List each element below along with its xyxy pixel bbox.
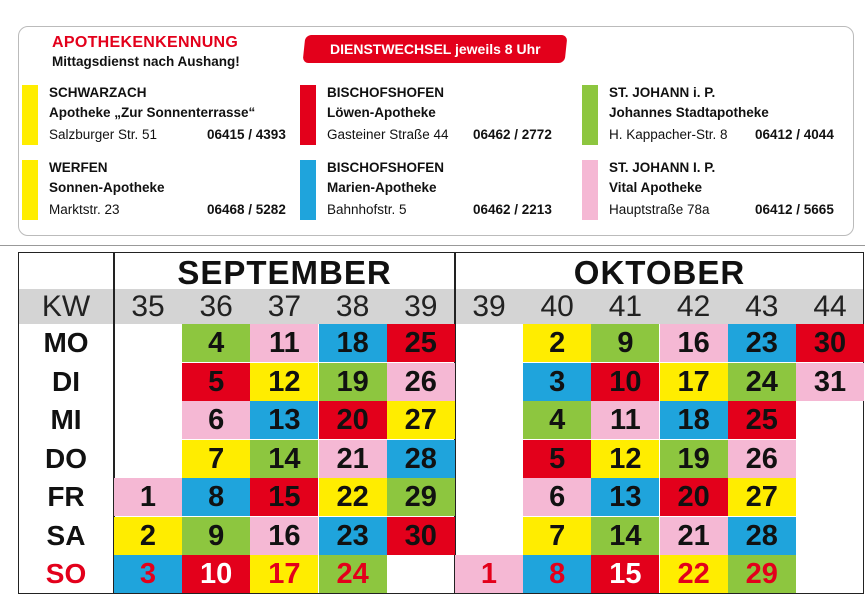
month-september: SEPTEMBER [177,254,392,291]
pharmacy-name: Johannes Stadtapotheke [609,105,769,120]
duty-day-cell: 10 [182,555,250,593]
pharmacy-phone: 06462 / 2772 [473,127,552,142]
duty-day-cell: 18 [319,324,387,362]
color-swatch [582,85,598,145]
kw-label: KW [41,290,91,323]
duty-day-cell: 11 [250,324,318,362]
duty-day-cell: 15 [250,478,318,516]
pharmacy-entry [582,85,832,151]
duty-day-cell: 13 [250,401,318,439]
duty-day-cell: 25 [387,324,455,362]
pharmacy-address: Bahnhofstr. 5 [327,202,407,217]
duty-day-cell: 22 [660,555,728,593]
pharmacy-address: H. Kappacher-Str. 8 [609,127,728,142]
shift-change-banner: DIENSTWECHSEL jeweils 8 Uhr [303,35,568,63]
pharmacy-address: Hauptstraße 78a [609,202,710,217]
duty-day-cell: 19 [660,440,728,478]
duty-day-cell: 26 [387,363,455,401]
duty-day-cell: 17 [660,363,728,401]
duty-day-cell: 12 [250,363,318,401]
pharmacy-name: Marien-Apotheke [327,180,437,195]
duty-calendar [18,252,864,594]
week-number: 41 [608,290,643,323]
duty-day-cell: 19 [319,363,387,401]
week-number: 40 [540,290,574,323]
duty-day-cell: 27 [387,401,455,439]
duty-day-cell: 21 [319,440,387,478]
week-number: 35 [131,290,165,323]
duty-day-cell: 30 [387,517,455,555]
duty-day-cell: 22 [319,478,387,516]
duty-day-cell: 11 [591,401,659,439]
duty-day-cell: 9 [182,517,250,555]
duty-day-cell: 29 [728,555,796,593]
pharmacy-name: Löwen-Apotheke [327,105,436,120]
duty-day-cell: 4 [523,401,591,439]
duty-day-cell: 14 [250,440,318,478]
duty-day-cell: 16 [660,324,728,362]
color-swatch [582,160,598,220]
duty-day-cell: 17 [250,555,318,593]
duty-day-cell: 9 [591,324,659,362]
pharmacy-entry [22,85,286,151]
duty-day-cell: 28 [728,517,796,555]
weekday-label: DI [52,365,80,397]
pharmacy-address: Marktstr. 23 [49,202,120,217]
week-number: 37 [267,290,302,323]
duty-day-cell: 3 [523,363,591,401]
duty-day-cell: 13 [591,478,659,516]
duty-day-cell: 30 [796,324,864,362]
week-number: 36 [199,290,233,323]
duty-day-cell: 31 [796,363,864,401]
duty-day-cell: 21 [660,517,728,555]
pharmacy-address: Gasteiner Straße 44 [327,127,449,142]
week-number: 39 [404,290,438,323]
duty-day-cell: 1 [114,478,182,516]
duty-day-cell: 24 [728,363,796,401]
pharmacy-address: Salzburger Str. 51 [49,127,158,142]
pharmacy-phone: 06468 / 5282 [207,202,286,217]
duty-day-cell: 3 [114,555,182,593]
week-number: 44 [813,290,847,323]
legend-title: APOTHEKENKENNUNG [52,34,239,51]
color-swatch [22,85,38,145]
duty-day-cell: 12 [591,440,659,478]
pharmacy-phone: 06412 / 4044 [755,127,834,142]
duty-day-cell: 14 [591,517,659,555]
pharmacy-name: Apotheke „Zur Sonnenterrasse“ [49,105,256,120]
pharmacy-phone: 06412 / 5665 [755,202,834,217]
duty-day-cell: 2 [523,324,591,362]
weekday-label: SA [46,519,86,551]
duty-day-cell: 29 [387,478,455,516]
duty-day-cell: 7 [523,517,591,555]
color-swatch [22,160,38,220]
duty-day-cell: 16 [250,517,318,555]
color-swatch [300,160,316,220]
legend-subtitle: Mittagsdienst nach Aushang! [52,54,240,69]
duty-day-cell: 20 [660,478,728,516]
duty-day-cell: 15 [591,555,659,593]
duty-day-cell: 23 [319,517,387,555]
month-oktober: OKTOBER [573,254,746,291]
weekday-label: FR [47,481,85,512]
pharmacy-entry [300,160,550,226]
pharmacy-entry [22,160,286,226]
week-number: 42 [676,290,711,323]
duty-day-cell: 10 [591,363,659,401]
duty-day-cell: 2 [114,517,182,555]
pharmacy-phone: 06415 / 4393 [207,127,286,142]
duty-day-cell: 20 [319,401,387,439]
pharmacy-entry [300,85,550,151]
pharmacy-phone: 06462 / 2213 [473,202,552,217]
pharmacy-town: ST. JOHANN I. P. [609,160,716,175]
duty-day-cell: 5 [182,363,250,401]
divider [0,245,865,246]
pharmacy-town: WERFEN [49,160,108,175]
color-swatch [300,85,316,145]
week-number: 39 [472,290,506,323]
weekday-label: SO [45,558,87,589]
pharmacy-town: BISCHOFSHOFEN [327,160,445,175]
duty-day-cell: 6 [523,478,591,516]
pharmacy-name: Vital Apotheke [609,180,703,195]
pharmacy-town: BISCHOFSHOFEN [327,85,445,100]
duty-day-cell: 8 [523,555,591,593]
duty-day-cell: 1 [455,555,523,593]
week-number: 38 [335,290,370,323]
pharmacy-town: ST. JOHANN i. P. [609,85,716,100]
week-number: 43 [745,290,779,323]
duty-day-cell: 28 [387,440,455,478]
duty-day-cell: 27 [728,478,796,516]
duty-day-cell: 6 [182,401,250,439]
weekday-label: DO [45,442,87,474]
pharmacy-entry [582,160,832,226]
duty-day-cell: 18 [660,401,728,439]
duty-day-cell: 7 [182,440,250,478]
weekday-label: MI [50,404,82,435]
pharmacy-name: Sonnen-Apotheke [49,180,165,195]
duty-day-cell: 5 [523,440,591,478]
weekday-label: MO [43,327,89,358]
duty-day-cell: 23 [728,324,796,362]
duty-day-cell: 25 [728,401,796,439]
pharmacy-town: SCHWARZACH [49,85,147,100]
duty-day-cell: 8 [182,478,250,516]
duty-day-cell: 4 [182,324,250,362]
duty-day-cell: 26 [728,440,796,478]
duty-day-cell: 24 [319,555,387,593]
